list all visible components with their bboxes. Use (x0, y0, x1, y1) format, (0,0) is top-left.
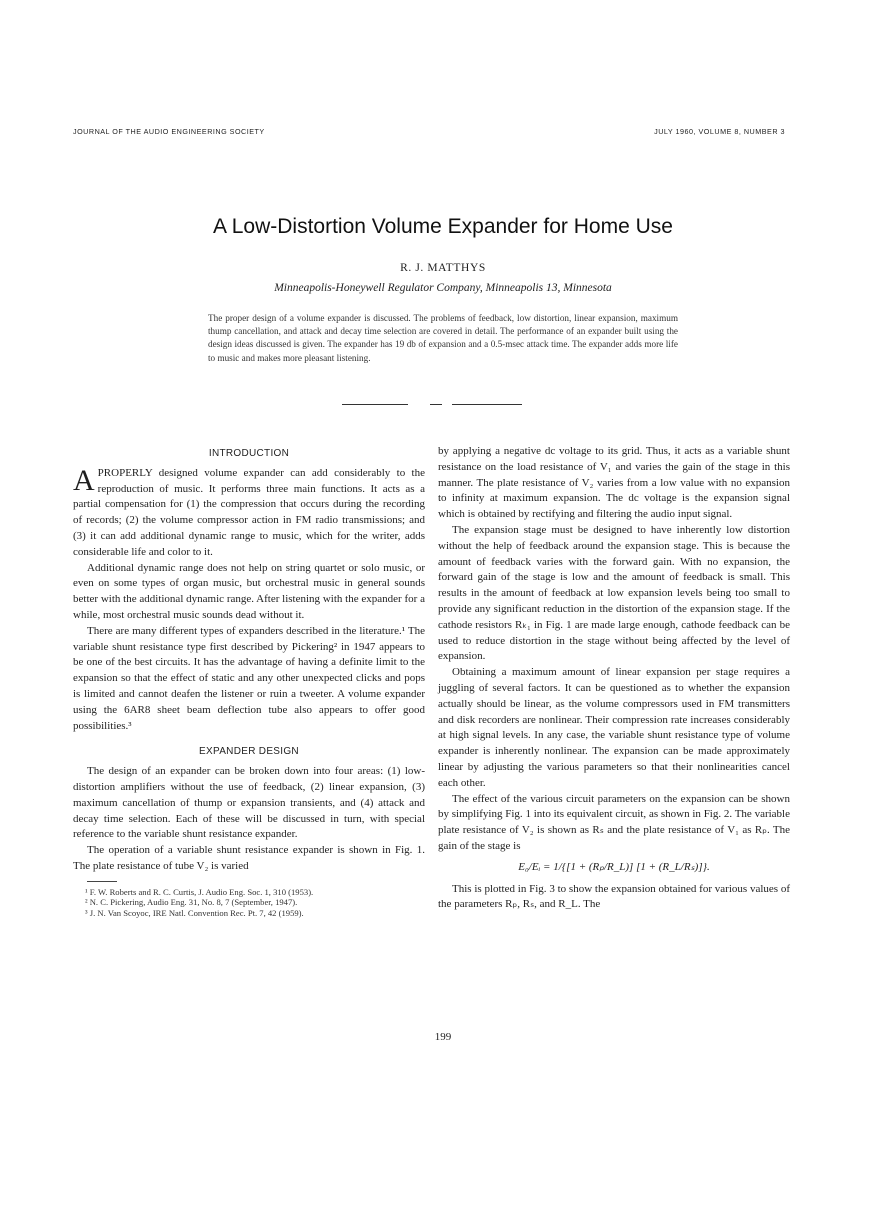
expander-design-heading: EXPANDER DESIGN (199, 746, 299, 758)
gain-equation: E₀/Eᵢ = 1/{[1 + (Rₚ/R_L)] [1 + (R_L/Rₛ)]}. (518, 860, 710, 873)
running-head-issue: JULY 1960, VOLUME 8, NUMBER 3 (654, 127, 785, 136)
running-head-journal: JOURNAL OF THE AUDIO ENGINEERING SOCIETY (73, 127, 265, 136)
separator-rule-right (452, 404, 522, 405)
footnote-rule (87, 881, 117, 882)
separator-rule-left (342, 404, 408, 405)
introduction-paragraph-2: Additional dynamic range does not help on string quartet or solo music, or even on some types of organ music, but orchestral music in general sounds better with the additional dynamic range. After listening with the expander for a while, most orchestral music sounds dead without it. (73, 561, 425, 621)
introduction-paragraph-1 (73, 463, 425, 561)
article-title: A Low-Distortion Volume Expander for Home Use (213, 215, 673, 238)
introduction-paragraph-3: There are many different types of expanders described in the literature.¹ The variable shunt resistance type first described by Pickering² in 1947 appears to be one of the best circuits. It has the advantage of having a definite limit to the expansion so that the effect of static and any other unexpected clicks and pops is limited and cannot deafen the listener or ruin a tweeter. A volume expander using the 6AR8 sheet beam deflection tube also appears to offer good possibilities.³ (73, 624, 425, 732)
abstract: The proper design of a volume expander is discussed. The problems of feedback, low distortion, linear expansion, maximum thump cancellation, and attack and decay time selection are covered in detail. The performance of an expander built using the design ideas discussed is given. The expander has 19 db of expansion and a 0.5-msec attack time. The expander adds more life to music and makes more pleasant listening. (208, 313, 678, 363)
drop-cap: A (73, 463, 95, 497)
page-number: 199 (434, 1031, 452, 1043)
footnote-2: ² N. C. Pickering, Audio Eng. 31, No. 8, 7 (September, 1947). (85, 897, 298, 908)
separator-rule-middle (430, 404, 442, 405)
right-paragraph-2: The expansion stage must be designed to have inherently low distortion without the help of feedback around the expansion stage. This is because the amount of feedback varies with the forward gain. With no expansion, the forward gain of the stage is low and the amount of feedback is small. This results in the amount of feedback at low expansion levels being too small to provide any significant reduction in the distortion of the expansion stage. If the cathode resistors Rₖ₁ in Fig. 1 are made large enough, cathode feedback can be used to reduce distortion in the stage without being affected by the level of expansion. (438, 523, 790, 663)
author-affiliation: Minneapolis-Honeywell Regulator Company, Minneapolis 13, Minnesota (274, 282, 612, 294)
design-paragraph-1: The design of an expander can be broken down into four areas: (1) low-distortion amplifiers without the use of feedback, (2) linear expansion, (3) maximum cancellation of thump or expansion transients, and (4) attack and decay time selection. Each of these will be discussed in turn, with special reference to the variable shunt resistance expander. (73, 765, 425, 841)
footnote-1: ¹ F. W. Roberts and R. C. Curtis, J. Audio Eng. Soc. 1, 310 (1953). (85, 886, 314, 897)
design-paragraph-2: The operation of a variable shunt resistance expander is shown in Fig. 1. The plate resistance of tube V₂ is varied (73, 844, 425, 872)
footnote-3: ³ J. N. Van Scoyoc, IRE Natl. Convention Rec. Pt. 7, 42 (1959). (85, 907, 304, 918)
right-paragraph-1: by applying a negative dc voltage to its grid. Thus, it acts as a variable shunt resistance on the load resistance of V₁ and varies the gain of the stage in this manner. The plate resistance of V₂ varies from a low value with no expansion to infinity at maximum expansion. The dc voltage is the expansion signal which is obtained by rectifying and filtering the audio input signal. (438, 445, 790, 521)
right-paragraph-5: This is plotted in Fig. 3 to show the expansion obtained for various values of the parameters Rₚ, Rₛ, and R_L. The (438, 882, 790, 911)
right-column (438, 444, 790, 913)
introduction-heading: INTRODUCTION (208, 448, 290, 459)
left-column (73, 444, 425, 918)
introduction-paragraph-1-text: PROPERLY designed volume expander can add considerably to the reproduction of music. It performs three main functions. It acts as a partial compensation for (1) the compression that occurs during the recording of records; (2) the volume compressor action in FM radio transmissions; and (3) it can add additional dynamic range to music, which for the writer, adds considerable life and color to it. (73, 466, 425, 558)
right-paragraph-4: The effect of the various circuit parameters on the expansion can be shown by simplifying Fig. 1 into its equivalent circuit, as shown in Fig. 2. The variable plate resistance of V₂ is shown as Rₛ and the plate resistance of V₁ as Rₚ. The gain of the stage is (438, 792, 790, 852)
right-paragraph-3: Obtaining a maximum amount of linear expansion per stage requires a juggling of several factors. It can be questioned as to whether the expansion actually should be linear, as the volume compressors used in FM transmitters and disk recorders are nonlinear. Their compression rate increases considerably at high signal levels. In any case, the variable shunt resistance type of volume expander is inherently nonlinear. The expansion can be made approximately linear by adjusting the various parameters so that their nonlinearities cancel each other. (438, 666, 790, 789)
author-name: R. J. MATTHYS (400, 262, 486, 274)
